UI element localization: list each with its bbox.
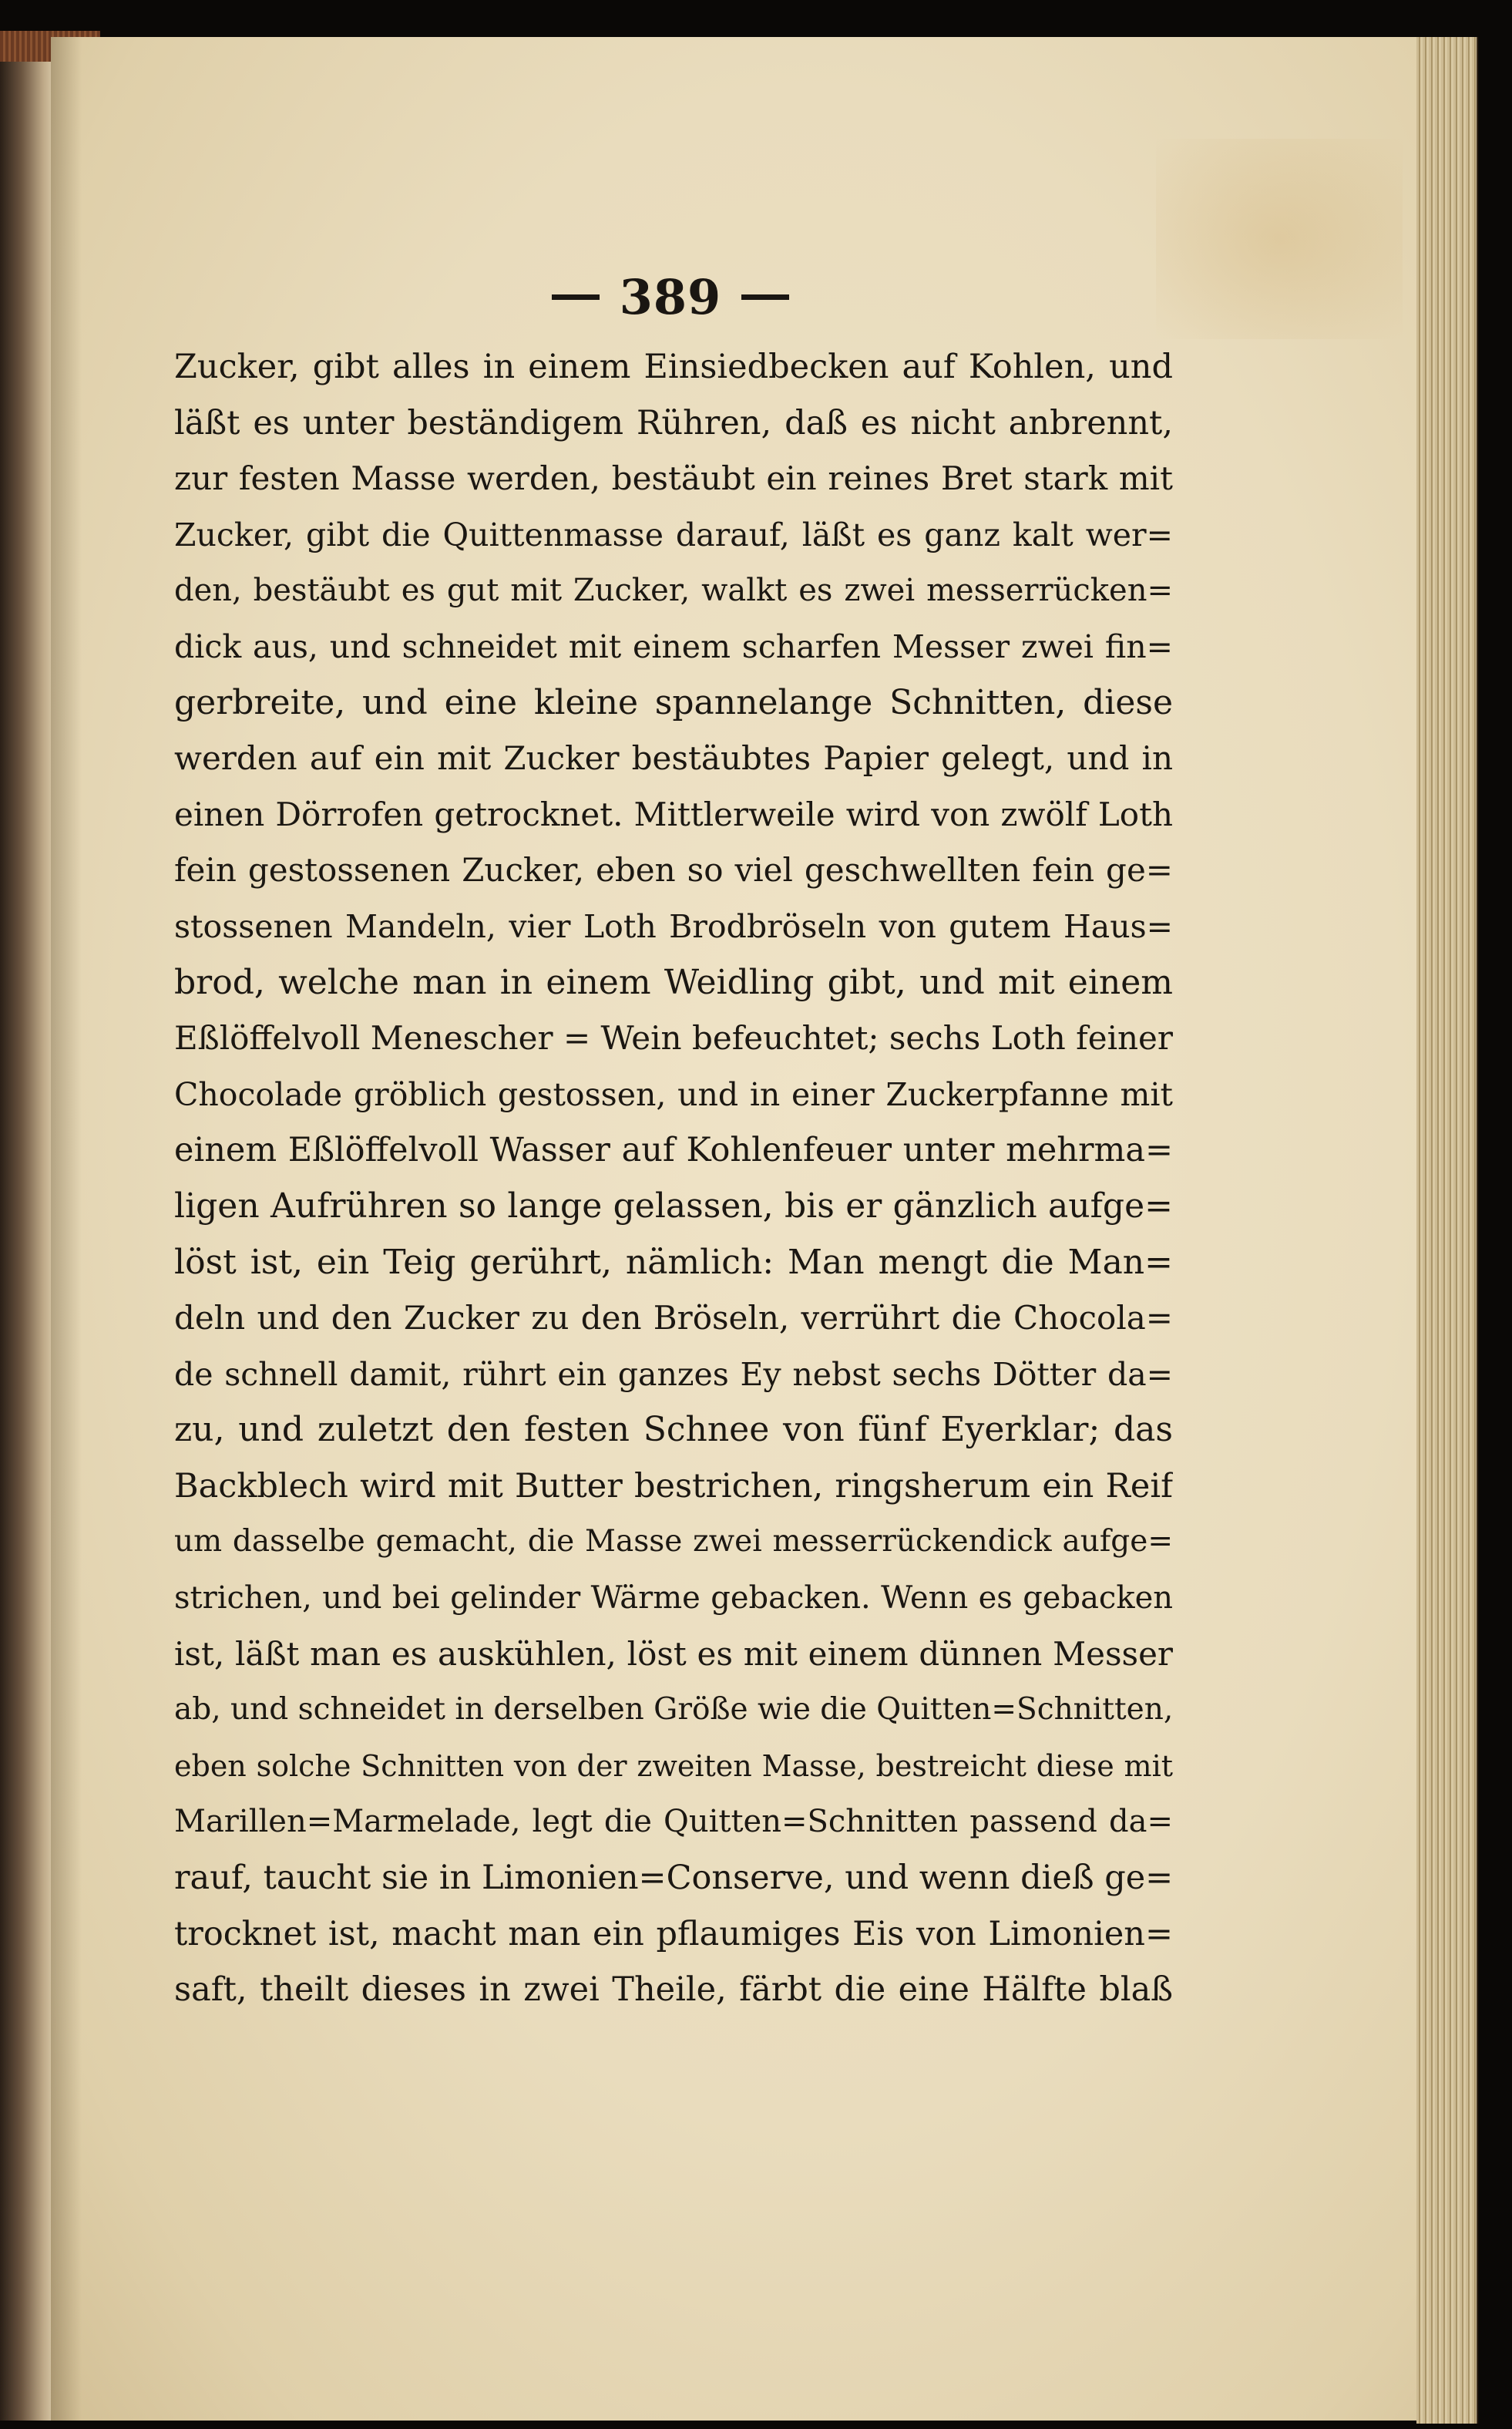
- text-line: rauf, taucht sie in Limonien=Conserve, und wenn dieß ge=: [174, 1859, 1173, 1898]
- text-line: gerbreite, und eine kleine spannelange Schnitten, diese: [174, 682, 1173, 722]
- page-number: 389: [619, 268, 722, 325]
- text-line: stossenen Mandeln, vier Loth Brodbröseln von gutem Haus=: [174, 907, 1173, 945]
- header-dash-left: [552, 294, 600, 300]
- page-stack-edges: [1416, 37, 1478, 2424]
- text-line: deln und den Zucker zu den Bröseln, verrührt die Chocola=: [174, 1299, 1173, 1337]
- text-line: Chocolade gröblich gestossen, und in einer Zuckerpfanne mit: [174, 1075, 1173, 1113]
- text-line: löst ist, ein Teig gerührt, nämlich: Man mengt die Man=: [174, 1242, 1173, 1282]
- text-line: saft, theilt dieses in zwei Theile, färbt die eine Hälfte blaß: [174, 1970, 1173, 2010]
- text-line: Zucker, gibt die Quittenmasse darauf, läßt es ganz kalt wer=: [174, 516, 1173, 553]
- text-line: einem Eßlöffelvoll Wasser auf Kohlenfeuer unter mehrma=: [174, 1131, 1173, 1170]
- text-line: einen Dörrofen getrocknet. Mittlerweile wird von zwölf Loth: [174, 795, 1173, 833]
- text-line: Zucker, gibt alles in einem Einsiedbecken auf Kohlen, und: [174, 348, 1173, 386]
- text-line: de schnell damit, rührt ein ganzes Ey nebst sechs Dötter da=: [174, 1355, 1173, 1393]
- header-dash-right: [741, 294, 789, 300]
- text-line: Backblech wird mit Butter bestrichen, ringsherum ein Reif: [174, 1466, 1173, 1506]
- text-line: ist, läßt man es auskühlen, löst es mit einem dünnen Messer: [174, 1634, 1173, 1673]
- text-line: um dasselbe gemacht, die Masse zwei messerrückendick aufge=: [174, 1524, 1173, 1559]
- text-line: ligen Aufrühren so lange gelassen, bis er gänzlich aufge=: [174, 1186, 1173, 1226]
- gutter-shadow: [51, 37, 82, 2421]
- text-line: ab, und schneidet in derselben Größe wie die Quitten=Schnitten,: [174, 1692, 1173, 1728]
- text-line: dick aus, und schneidet mit einem scharfen Messer zwei fin=: [174, 627, 1173, 665]
- body-text: [174, 339, 1173, 2018]
- text-line: zur festen Masse werden, bestäubt ein reines Bret stark mit: [174, 459, 1173, 498]
- text-line: trocknet ist, macht man ein pflaumiges Eis von Limonien=: [174, 1914, 1173, 1953]
- text-line: strichen, und bei gelinder Wärme gebacken. Wenn es gebacken: [174, 1580, 1173, 1617]
- text-line: brod, welche man in einem Weidling gibt, und mit einem: [174, 962, 1173, 1002]
- text-line: läßt es unter beständigem Rühren, daß es nicht anbrennt,: [174, 403, 1173, 442]
- text-line: Eßlöffelvoll Menescher = Wein befeuchtet; sechs Loth feiner: [174, 1019, 1173, 1058]
- text-line: zu, und zuletzt den festen Schnee von fünf Eyerklar; das: [174, 1410, 1173, 1450]
- text-line: fein gestossenen Zucker, eben so viel geschwellten fein ge=: [174, 851, 1173, 890]
- previous-page-edge: [0, 31, 54, 2421]
- text-line: werden auf ein mit Zucker bestäubtes Papier gelegt, und in: [174, 739, 1173, 778]
- page-header: [509, 262, 832, 331]
- text-line: den, bestäubt es gut mit Zucker, walkt es zwei messerrücken=: [174, 573, 1173, 609]
- text-line: Marillen=Marmelade, legt die Quitten=Schnitten passend da=: [174, 1804, 1173, 1840]
- paper-stain: [1156, 139, 1403, 339]
- text-line: eben solche Schnitten von der zweiten Masse, bestreicht diese mit: [174, 1748, 1173, 1783]
